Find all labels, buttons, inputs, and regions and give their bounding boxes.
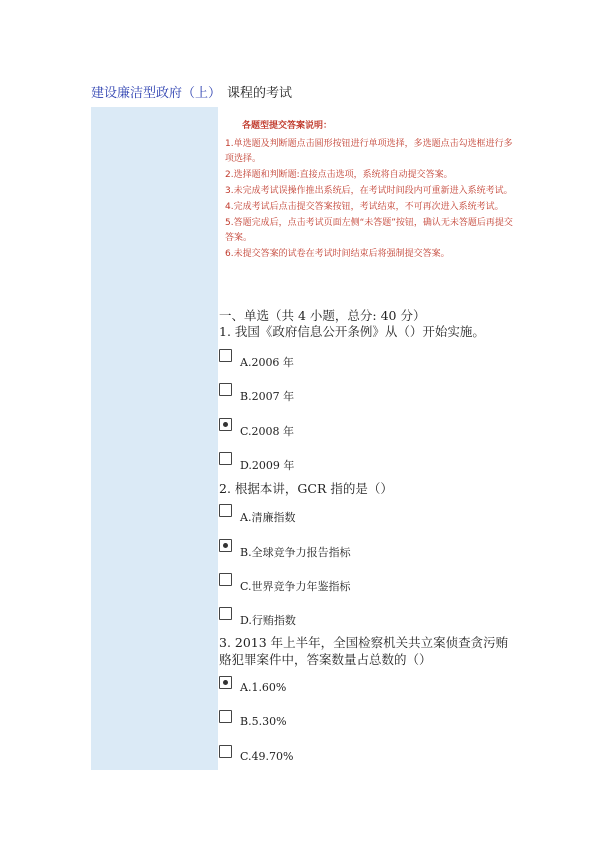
- option-label: C.2008 年: [240, 425, 295, 438]
- instruction-item: 1.单选题及判断题点击圆形按钮进行单项选择，多选题点击勾选框进行多项选择。: [225, 139, 513, 164]
- radio-button-selected[interactable]: [219, 418, 232, 431]
- radio-button[interactable]: [219, 452, 232, 465]
- radio-button-selected[interactable]: [219, 676, 232, 689]
- radio-button-selected[interactable]: [219, 539, 232, 552]
- question-1-text: 1. 我国《政府信息公开条例》从（）开始实施。: [219, 324, 485, 339]
- radio-button[interactable]: [219, 710, 232, 723]
- radio-button[interactable]: [219, 383, 232, 396]
- option-label: B.全球竞争力报告指标: [240, 546, 351, 559]
- radio-button[interactable]: [219, 573, 232, 586]
- option-label: B.2007 年: [240, 390, 295, 403]
- radio-button[interactable]: [219, 504, 232, 517]
- option-label: C.世界竞争力年鉴指标: [240, 580, 351, 593]
- option-label: B.5.30%: [240, 715, 287, 728]
- instruction-item: 4.完成考试后点击提交答案按钮，考试结束，不可再次进入系统考试。: [225, 202, 504, 212]
- instruction-item: 6.未提交答案的试卷在考试时间结束后将强制提交答案。: [225, 249, 450, 259]
- radio-button[interactable]: [219, 745, 232, 758]
- question-2-text: 2. 根据本讲，GCR 指的是（）: [219, 481, 393, 496]
- option-label: A.清廉指数: [240, 511, 296, 524]
- option-label: D.行贿指数: [240, 614, 296, 627]
- option-label: D.2009 年: [240, 459, 295, 472]
- course-name[interactable]: 建设廉洁型政府（上）: [91, 86, 222, 101]
- instruction-item: 5.答题完成后，点击考试页面左侧“未答题”按钮，确认无未答题后再提交答案。: [225, 218, 513, 243]
- section-title: 一、单选（共 4 小题，总分: 40 分）: [219, 308, 426, 323]
- selected-dot-icon: [223, 680, 228, 685]
- question-3-text: 3. 2013 年上半年，全国检察机关共立案侦查贪污贿赂犯罪案件中，答案数量占总数的（）: [219, 635, 509, 667]
- sidebar-panel: [91, 107, 218, 770]
- instruction-item: 3.未完成考试误操作推出系统后，在考试时间段内可重新进入系统考试。: [225, 186, 513, 196]
- option-label: A.2006 年: [240, 356, 294, 369]
- selected-dot-icon: [223, 422, 228, 427]
- page-title: [91, 82, 292, 101]
- option-label: A.1.60%: [240, 681, 287, 694]
- selected-dot-icon: [223, 543, 228, 548]
- radio-button[interactable]: [219, 349, 232, 362]
- instructions-box: [225, 119, 515, 263]
- radio-button[interactable]: [219, 607, 232, 620]
- title-suffix: 课程的考试: [227, 86, 293, 101]
- instructions-heading: 各题型提交答案说明：: [242, 121, 333, 131]
- option-label: C.49.70%: [240, 750, 294, 763]
- instruction-item: 2.选择题和判断题:直接点击选项，系统将自动提交答案。: [225, 170, 453, 180]
